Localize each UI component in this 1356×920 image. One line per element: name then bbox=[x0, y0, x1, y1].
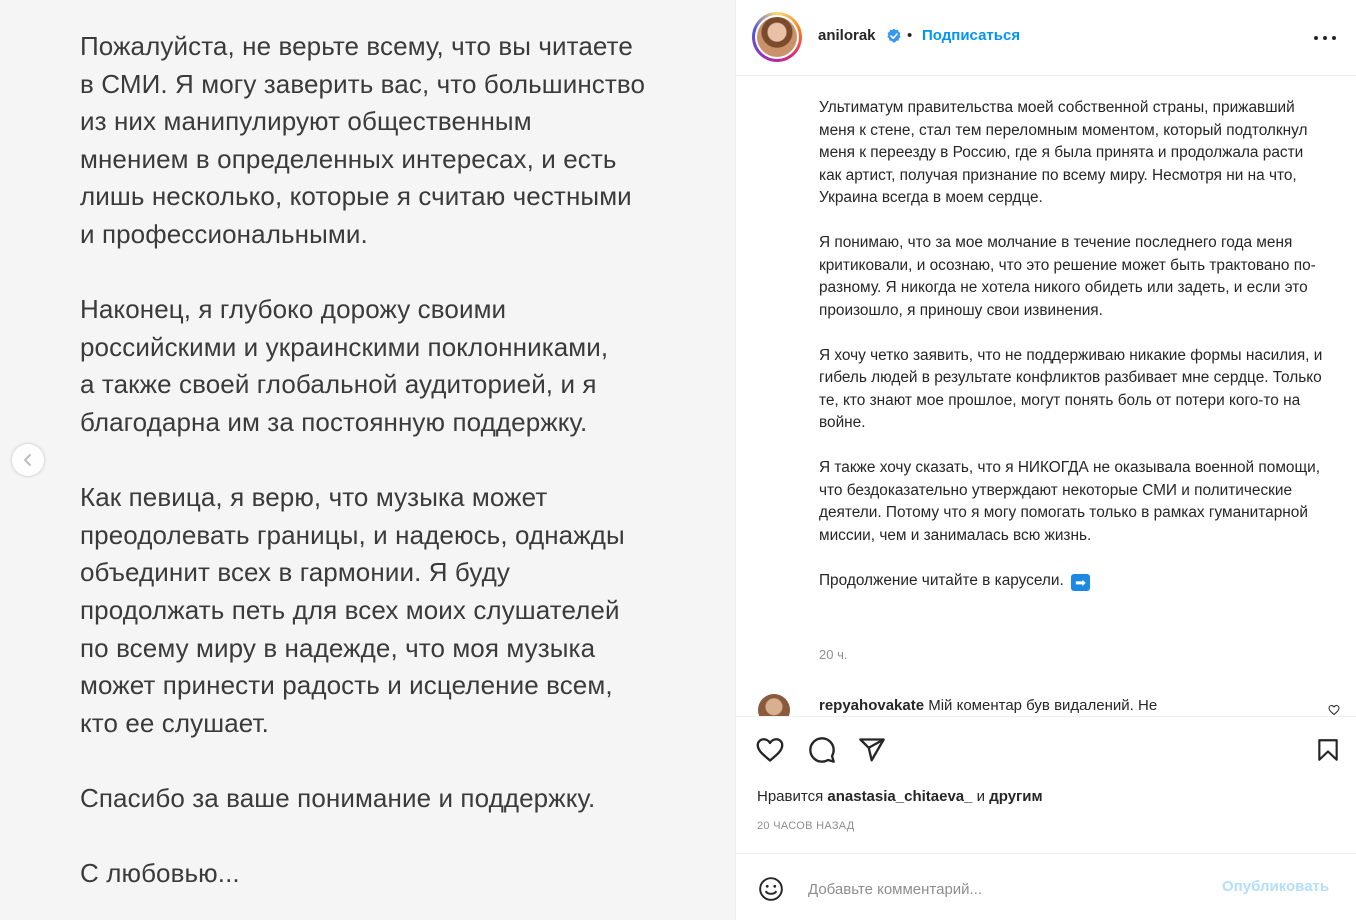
caption-continue-text: Продолжение читайте в карусели. bbox=[819, 571, 1064, 589]
likes-others-link[interactable]: другим bbox=[989, 788, 1043, 805]
caption-paragraph: Ультиматум правительства моей собственной страны, прижавший меня к стене, стал тем переломным моментом, который подтолкнул меня к переезду в Россию, где я была принята и продолжала расти как артист, получая признание по всему миру. Несмотря ни на что, Украина всегда в моем сердце. bbox=[819, 99, 1308, 206]
more-options-button[interactable] bbox=[1310, 24, 1340, 52]
add-comment-form bbox=[736, 853, 1356, 920]
liker-username[interactable]: anastasia_chitaeva_ bbox=[827, 788, 973, 805]
post-header bbox=[736, 0, 1356, 76]
caption-paragraph: Я понимаю, что за мое молчание в течение последнего года меня критиковали, и осознаю, что это решение может быть трактовано по-разному. Я никогда не хотела никого обидеть или задеть, и если это произошло, я приношу свои извинения. bbox=[819, 234, 1316, 319]
heart-small-icon[interactable] bbox=[1328, 704, 1340, 716]
paper-plane-icon bbox=[858, 736, 886, 764]
smiley-icon bbox=[758, 876, 784, 902]
heart-icon bbox=[755, 736, 785, 764]
post-timestamp[interactable]: 20 ЧАСОВ НАЗАД bbox=[757, 820, 855, 832]
emoji-button[interactable] bbox=[756, 874, 786, 904]
more-horizontal-icon bbox=[1313, 35, 1337, 41]
post-actions bbox=[736, 716, 1356, 920]
comment-text bbox=[819, 697, 1157, 714]
likes-conjunction: и bbox=[976, 788, 986, 805]
caption-paragraph: Я хочу четко заявить, что не поддерживаю никакие формы насилия, и гибель людей в результате конфликтов разбивает мне сердце. Только те, кто знают мое прошлое, могут понять боль от потери кого-то на войне. bbox=[819, 346, 1323, 431]
verified-badge-icon bbox=[886, 28, 902, 44]
image-paragraph: Пожалуйста, не верьте всему, что вы читаете в СМИ. Я могу заверить вас, что большинство из них манипулируют общественным мнением в определенных интересах, и есть лишь несколько, которые я считаю честными и профессиональными. bbox=[80, 31, 646, 249]
likes-prefix: Нравится bbox=[757, 788, 824, 805]
comment-item bbox=[736, 688, 1356, 716]
caption-continue bbox=[819, 570, 1329, 593]
caption-paragraph: Я также хочу сказать, что я НИКОГДА не оказывала военной помощи, что бездоказательно утверждают некоторые СМИ и политические деятели. Потому что я могу помогать только в рамках гуманитарной миссии, чем и занималась всю жизнь. bbox=[819, 459, 1320, 544]
separator-dot: • bbox=[907, 27, 913, 44]
likes-summary bbox=[757, 788, 1043, 805]
chevron-left-icon bbox=[21, 453, 35, 467]
save-button[interactable] bbox=[1312, 734, 1344, 766]
username-link[interactable]: anilorak bbox=[818, 27, 876, 44]
bookmark-icon bbox=[1315, 736, 1341, 764]
comment-avatar[interactable] bbox=[758, 694, 790, 716]
publish-button[interactable]: Опубликовать bbox=[1222, 878, 1330, 895]
avatar[interactable] bbox=[752, 12, 802, 62]
comment-input[interactable] bbox=[806, 876, 1210, 902]
arrow-right-icon: ➡ bbox=[1071, 574, 1090, 591]
comment-username[interactable]: repyahovakate bbox=[819, 697, 925, 714]
post-caption bbox=[819, 97, 1329, 592]
comment-button[interactable] bbox=[806, 734, 838, 766]
image-text-block bbox=[80, 28, 680, 920]
post-panel bbox=[735, 0, 1356, 920]
image-paragraph: Спасибо за ваше понимание и поддержку. bbox=[80, 782, 596, 813]
image-paragraph: Как певица, я верю, что музыка может преодолевать границы, и надеюсь, однажды объединит всех в гармонии. Я буду продолжать петь для всех моих слушателей по всему миру в надежде, что моя музыка может принести радость и исцеление всем, кто ее слушает. bbox=[80, 482, 625, 738]
carousel-prev-button[interactable] bbox=[12, 444, 44, 476]
share-button[interactable] bbox=[856, 734, 888, 766]
caption-time[interactable]: 20 ч. bbox=[819, 647, 848, 662]
comment-icon bbox=[808, 736, 836, 764]
image-paragraph: С любовью... bbox=[80, 858, 240, 889]
follow-button[interactable]: Подписаться bbox=[922, 27, 1021, 44]
image-paragraph: Наконец, я глубоко дорожу своими российскими и украинскими поклонниками, а также своей глобальной аудиторией, и я благодарна им за постоянную поддержку. bbox=[80, 294, 609, 437]
like-button[interactable] bbox=[754, 734, 786, 766]
comment-body: Мій коментар був видалений. Не bbox=[928, 697, 1158, 714]
